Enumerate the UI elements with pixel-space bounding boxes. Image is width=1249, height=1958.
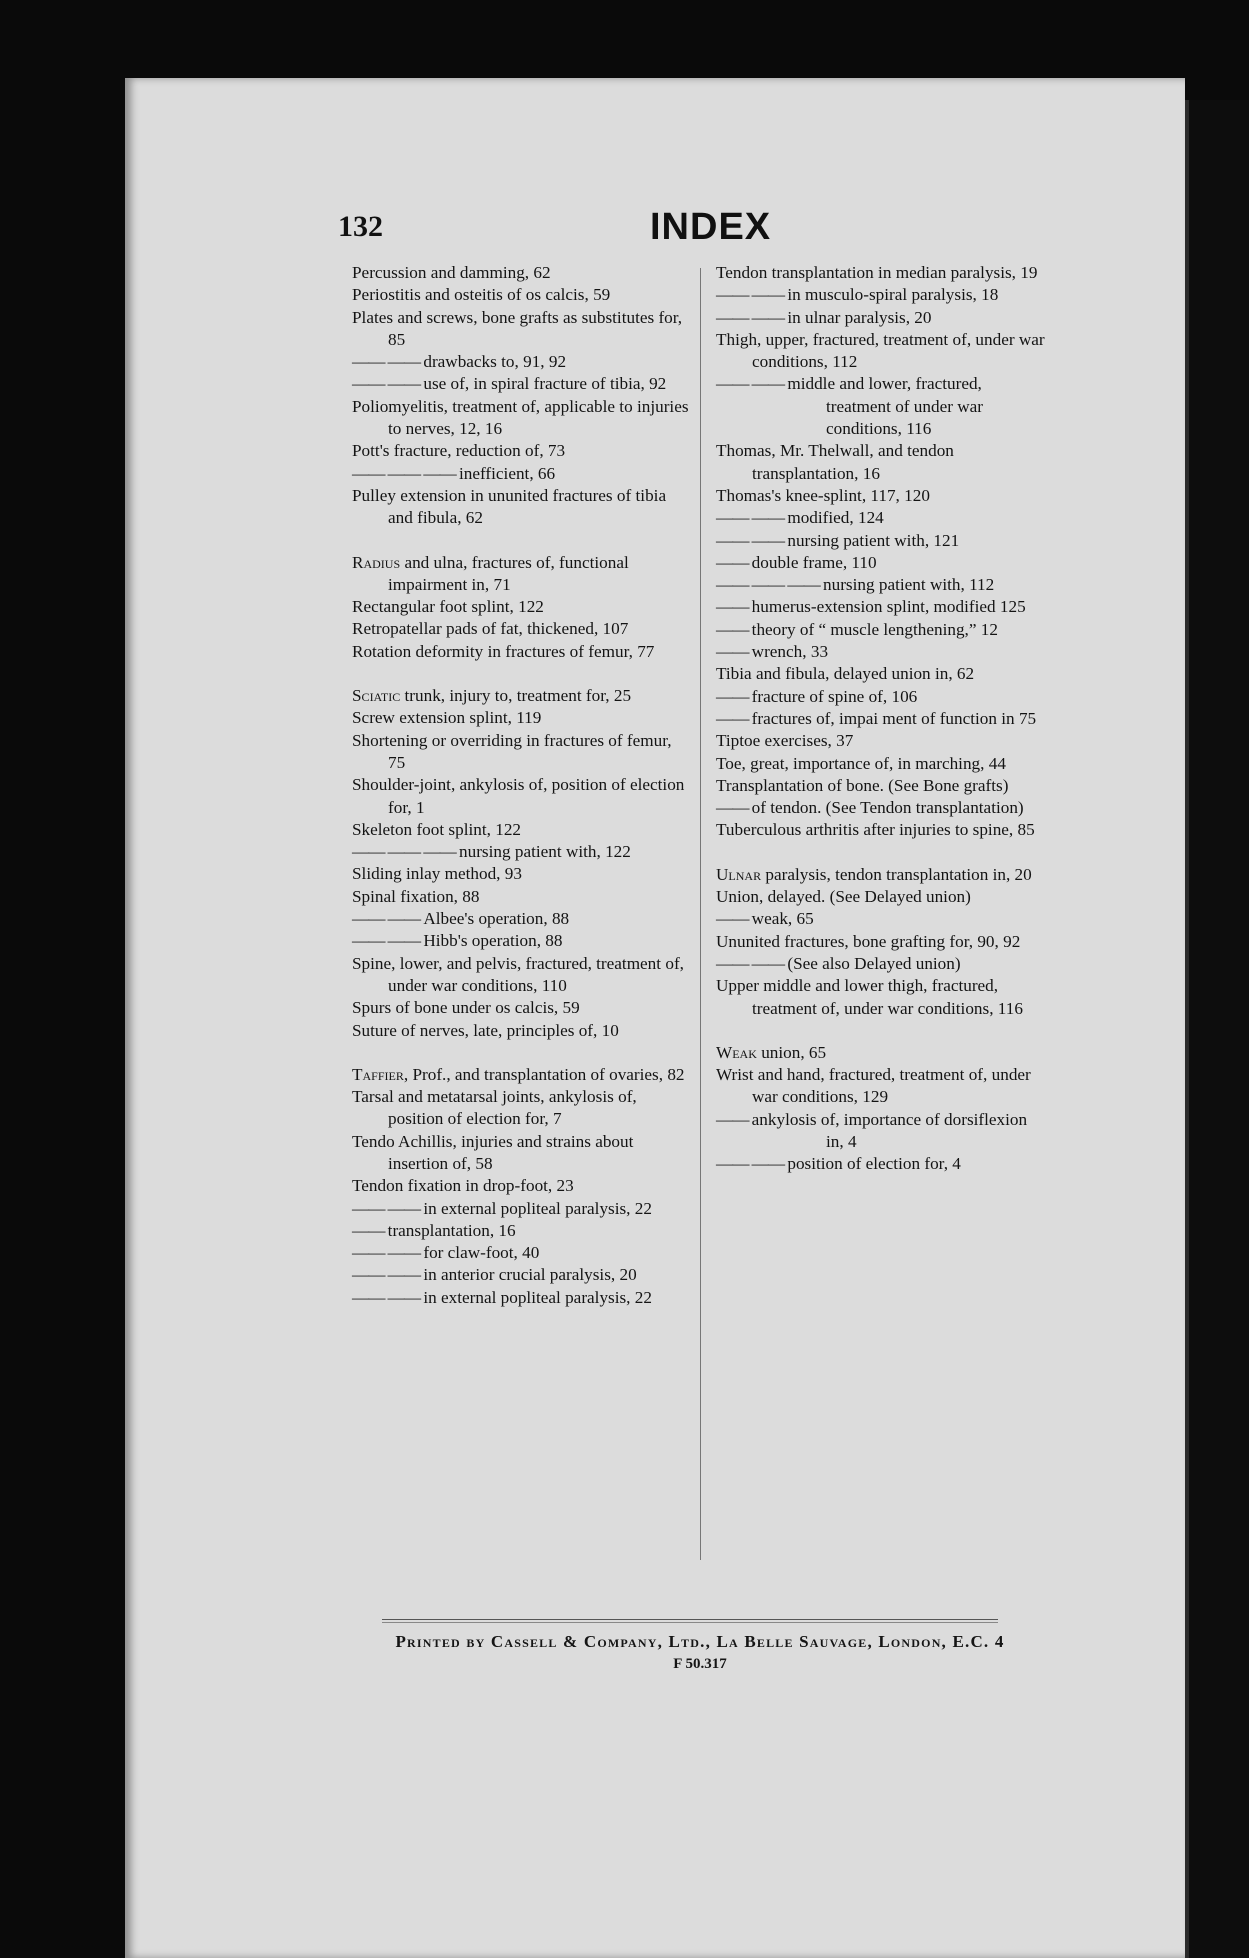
ditto-dash: —— —— [352, 1198, 424, 1218]
ditto-dash: —— [716, 686, 752, 706]
index-entry-text: Screw extension splint, 119 [352, 708, 542, 728]
index-entry [352, 641, 692, 663]
index-subentry [352, 841, 692, 863]
index-entry [716, 262, 1048, 284]
index-entry [352, 886, 692, 908]
ditto-dash: —— —— [352, 1243, 424, 1263]
index-entry-text: Rectangular foot splint, 122 [352, 597, 544, 617]
index-entry [716, 663, 1048, 685]
index-entry-text: in external popliteal paralysis, 22 [423, 1287, 652, 1307]
index-entry [352, 440, 692, 462]
index-entry [352, 997, 692, 1019]
index-subentry [352, 908, 692, 930]
index-entry-text: in musculo-spiral paralysis, 18 [787, 285, 999, 305]
index-entry-text: nursing patient with, 122 [459, 842, 631, 862]
index-entry [352, 552, 692, 597]
index-entry-text: Percussion and damming, 62 [352, 263, 551, 282]
index-entry-text: Tendo Achillis, injuries and strains about insertion of, 58 [352, 1131, 634, 1173]
index-entry [352, 396, 692, 441]
index-entry-text: fracture of spine of, 106 [751, 686, 918, 706]
index-entry-text: in ulnar paralysis, 20 [787, 307, 932, 327]
index-subentry [352, 463, 692, 485]
index-entry-text: Tarsal and metatarsal joints, ankylosis of, position of election for, 7 [352, 1087, 637, 1129]
index-subentry [352, 1242, 692, 1264]
page-title: INDEX [650, 206, 772, 248]
index-entry [352, 262, 692, 284]
index-entry [352, 284, 692, 306]
index-entry-text: Shortening or overriding in fractures of femur, 75 [352, 730, 672, 772]
index-entry-text: Suture of nerves, late, principles of, 10 [352, 1020, 619, 1040]
ditto-dash: —— —— [716, 953, 788, 973]
index-entry-text: position of election for, 4 [787, 1154, 961, 1174]
index-subentry [716, 507, 1048, 529]
index-entry-text: Ununited fractures, bone grafting for, 90, 92 [716, 931, 1021, 951]
index-entry-text: Tuberculous arthritis after injuries to spine, 85 [716, 820, 1035, 840]
index-entry-text: Sciatic trunk, injury to, treatment for, 25 [352, 686, 632, 706]
index-entry-text: weak, 65 [751, 909, 814, 929]
index-subentry [716, 908, 1048, 930]
index-entry [352, 1020, 692, 1042]
ditto-dash: —— —— [716, 530, 788, 550]
index-entry [352, 707, 692, 729]
index-entry [716, 1064, 1048, 1109]
index-subentry [716, 596, 1048, 618]
index-entry-text: theory of “ muscle lengthening,” 12 [751, 619, 998, 639]
index-entry [352, 774, 692, 819]
index-entry [716, 886, 1048, 908]
ditto-dash: —— [716, 798, 752, 818]
index-entry [352, 1086, 692, 1131]
index-subentry [352, 930, 692, 952]
index-entry [716, 753, 1048, 775]
ditto-dash: —— [716, 1109, 752, 1129]
index-entry-text: Toe, great, importance of, in marching, 44 [716, 753, 1006, 773]
ditto-dash: —— —— [352, 909, 424, 929]
index-entry-text: double frame, 110 [751, 552, 877, 572]
index-entry [716, 775, 1048, 797]
index-subentry [716, 552, 1048, 574]
ditto-dash: —— [716, 708, 752, 728]
index-subentry [716, 708, 1048, 730]
index-subentry [716, 797, 1048, 819]
index-entry-text: humerus-extension splint, modified 125 [751, 597, 1026, 617]
index-subentry [716, 1153, 1048, 1175]
index-subentry [716, 373, 1048, 440]
index-entry-text: in anterior crucial paralysis, 20 [423, 1265, 637, 1285]
index-entry [716, 440, 1048, 485]
index-entry [352, 1064, 692, 1086]
index-entry-text: Periostitis and osteitis of os calcis, 59 [352, 285, 611, 305]
column-divider [700, 268, 701, 1560]
index-entry-text: Pulley extension in ununited fractures of tibia and fibula, 62 [352, 485, 667, 528]
index-entry-text: Tendon transplantation in median paralysis, 19 [716, 263, 1038, 282]
ditto-dash: —— —— [352, 352, 424, 372]
index-entry [352, 685, 692, 707]
index-entry-text: Poliomyelitis, treatment of, applicable to injuries to nerves, 12, 16 [352, 396, 689, 439]
index-entry-text: Upper middle and lower thigh, fractured, treatment of, under war conditions, 116 [716, 976, 1023, 1018]
index-entry-text: Radius and ulna, fractures of, functional impairment in, 71 [352, 552, 629, 594]
index-entry-text: inefficient, 66 [459, 463, 556, 483]
index-entry [352, 485, 692, 530]
index-entry-text: Tibia and fibula, delayed union in, 62 [716, 664, 975, 684]
index-subentry [352, 351, 692, 373]
index-subentry [716, 619, 1048, 641]
ditto-dash: —— —— [352, 374, 424, 394]
index-entry [716, 730, 1048, 752]
printer-imprint: Printed by Cassell & Company, Ltd., La Belle Sauvage, London, E.C. 4 [395, 1632, 1005, 1651]
index-entry-text: Tiptoe exercises, 37 [716, 731, 854, 751]
index-entry [716, 864, 1048, 886]
ditto-dash: —— —— —— [352, 463, 460, 483]
index-column-right [716, 262, 1048, 1176]
index-entry-text: Skeleton foot splint, 122 [352, 819, 522, 839]
index-entry-text: Transplantation of bone. (See Bone grafts) [716, 775, 1009, 795]
ditto-dash: —— —— [716, 508, 788, 528]
index-entry-text: Wrist and hand, fractured, treatment of, under war conditions, 129 [716, 1065, 1031, 1107]
ditto-dash: —— —— [352, 931, 424, 951]
index-entry-text: Plates and screws, bone grafts as substitutes for, 85 [352, 307, 683, 349]
scan-background [1185, 100, 1249, 1958]
page-edge-shadow [1185, 100, 1189, 1958]
index-subentry [352, 1287, 692, 1309]
catalog-number: F 50.317 [673, 1656, 727, 1672]
ditto-dash: —— [352, 1220, 388, 1240]
footer-rule [382, 1619, 998, 1620]
index-subentry [716, 686, 1048, 708]
index-entry-text: of tendon. (See Tendon transplantation) [751, 798, 1024, 818]
index-entry-text: Spurs of bone under os calcis, 59 [352, 998, 580, 1018]
index-entry-text: drawbacks to, 91, 92 [423, 352, 567, 372]
index-entry-text: use of, in spiral fracture of tibia, 92 [423, 374, 667, 394]
index-entry-text: Tendon fixation in drop-foot, 23 [352, 1176, 574, 1196]
index-entry [716, 819, 1048, 841]
index-entry-text: Sliding inlay method, 93 [352, 864, 522, 884]
index-subentry [716, 1109, 1048, 1154]
ditto-dash: —— —— [352, 1265, 424, 1285]
index-entry-text: Hibb's operation, 88 [423, 931, 563, 951]
index-subentry [716, 953, 1048, 975]
index-subentry [716, 641, 1048, 663]
ditto-dash: —— —— —— [716, 575, 824, 595]
ditto-dash: —— [716, 909, 752, 929]
index-entry-text: Ulnar paralysis, tendon transplantation in, 20 [716, 864, 1032, 884]
index-entry-text: Union, delayed. (See Delayed union) [716, 887, 971, 907]
ditto-dash: —— [716, 619, 752, 639]
index-entry-text: Thomas's knee-splint, 117, 120 [716, 485, 930, 505]
index-entry-text: Thigh, upper, fractured, treatment of, under war conditions, 112 [716, 329, 1045, 372]
index-column-left [352, 262, 692, 1309]
ditto-dash: —— —— [716, 285, 788, 305]
index-entry-text: Rotation deformity in fractures of femur, 77 [352, 641, 655, 661]
index-entry [352, 307, 692, 352]
index-entry [352, 953, 692, 998]
ditto-dash: —— —— [716, 1154, 788, 1174]
index-entry-text: modified, 124 [787, 508, 884, 528]
index-entry-text: for claw-foot, 40 [423, 1243, 540, 1263]
index-entry-text: Pott's fracture, reduction of, 73 [352, 441, 566, 461]
ditto-dash: —— —— [716, 374, 788, 394]
index-entry [352, 1131, 692, 1176]
ditto-dash: —— —— —— [352, 842, 460, 862]
index-entry-text: Retropatellar pads of fat, thickened, 107 [352, 619, 629, 639]
index-entry [716, 485, 1048, 507]
index-subentry [716, 307, 1048, 329]
index-entry-text: Taffier, Prof., and transplantation of ovaries, 82 [352, 1064, 685, 1084]
index-entry [352, 596, 692, 618]
ditto-dash: —— —— [352, 1287, 424, 1307]
index-entry-text: Albee's operation, 88 [423, 909, 570, 929]
index-entry [352, 618, 692, 640]
index-entry-text: Spine, lower, and pelvis, fractured, treatment of, under war conditions, 110 [352, 953, 684, 995]
index-entry-text: nursing patient with, 121 [787, 530, 960, 550]
index-entry-text: Spinal fixation, 88 [352, 886, 480, 906]
index-entry [352, 819, 692, 841]
index-subentry [716, 574, 1048, 596]
index-subentry [716, 284, 1048, 306]
index-entry-text: transplantation, 16 [387, 1220, 516, 1240]
ditto-dash: —— —— [716, 307, 788, 327]
index-entry-text: Thomas, Mr. Thelwall, and tendon transplantation, 16 [716, 441, 954, 483]
index-entry-text: wrench, 33 [751, 642, 829, 662]
index-entry-text: (See also Delayed union) [787, 953, 961, 973]
index-entry [352, 730, 692, 775]
index-entry [352, 1175, 692, 1197]
index-entry-text: Shoulder-joint, ankylosis of, position of election for, 1 [352, 775, 685, 817]
ditto-dash: —— [716, 552, 752, 572]
index-subentry [352, 1264, 692, 1286]
ditto-dash: —— [716, 597, 752, 617]
footer-rule-secondary [382, 1622, 998, 1623]
index-entry [716, 975, 1048, 1020]
index-subentry [716, 530, 1048, 552]
index-subentry [352, 373, 692, 395]
index-entry-text: Weak union, 65 [716, 1042, 827, 1062]
index-entry-text: in external popliteal paralysis, 22 [423, 1198, 652, 1218]
index-entry-text: middle and lower, fractured, treatment of under war conditions, 116 [787, 374, 984, 439]
index-entry-text: fractures of, impai ment of function in 75 [751, 708, 1037, 728]
index-entry [716, 1042, 1048, 1064]
ditto-dash: —— [716, 642, 752, 662]
index-subentry [352, 1220, 692, 1242]
index-entry [352, 863, 692, 885]
index-entry [716, 931, 1048, 953]
index-subentry [352, 1198, 692, 1220]
index-entry-text: ankylosis of, importance of dorsiflexion in, 4 [751, 1109, 1028, 1151]
page-number: 132 [338, 210, 383, 243]
index-entry-text: nursing patient with, 112 [823, 575, 995, 595]
index-entry [716, 329, 1048, 374]
